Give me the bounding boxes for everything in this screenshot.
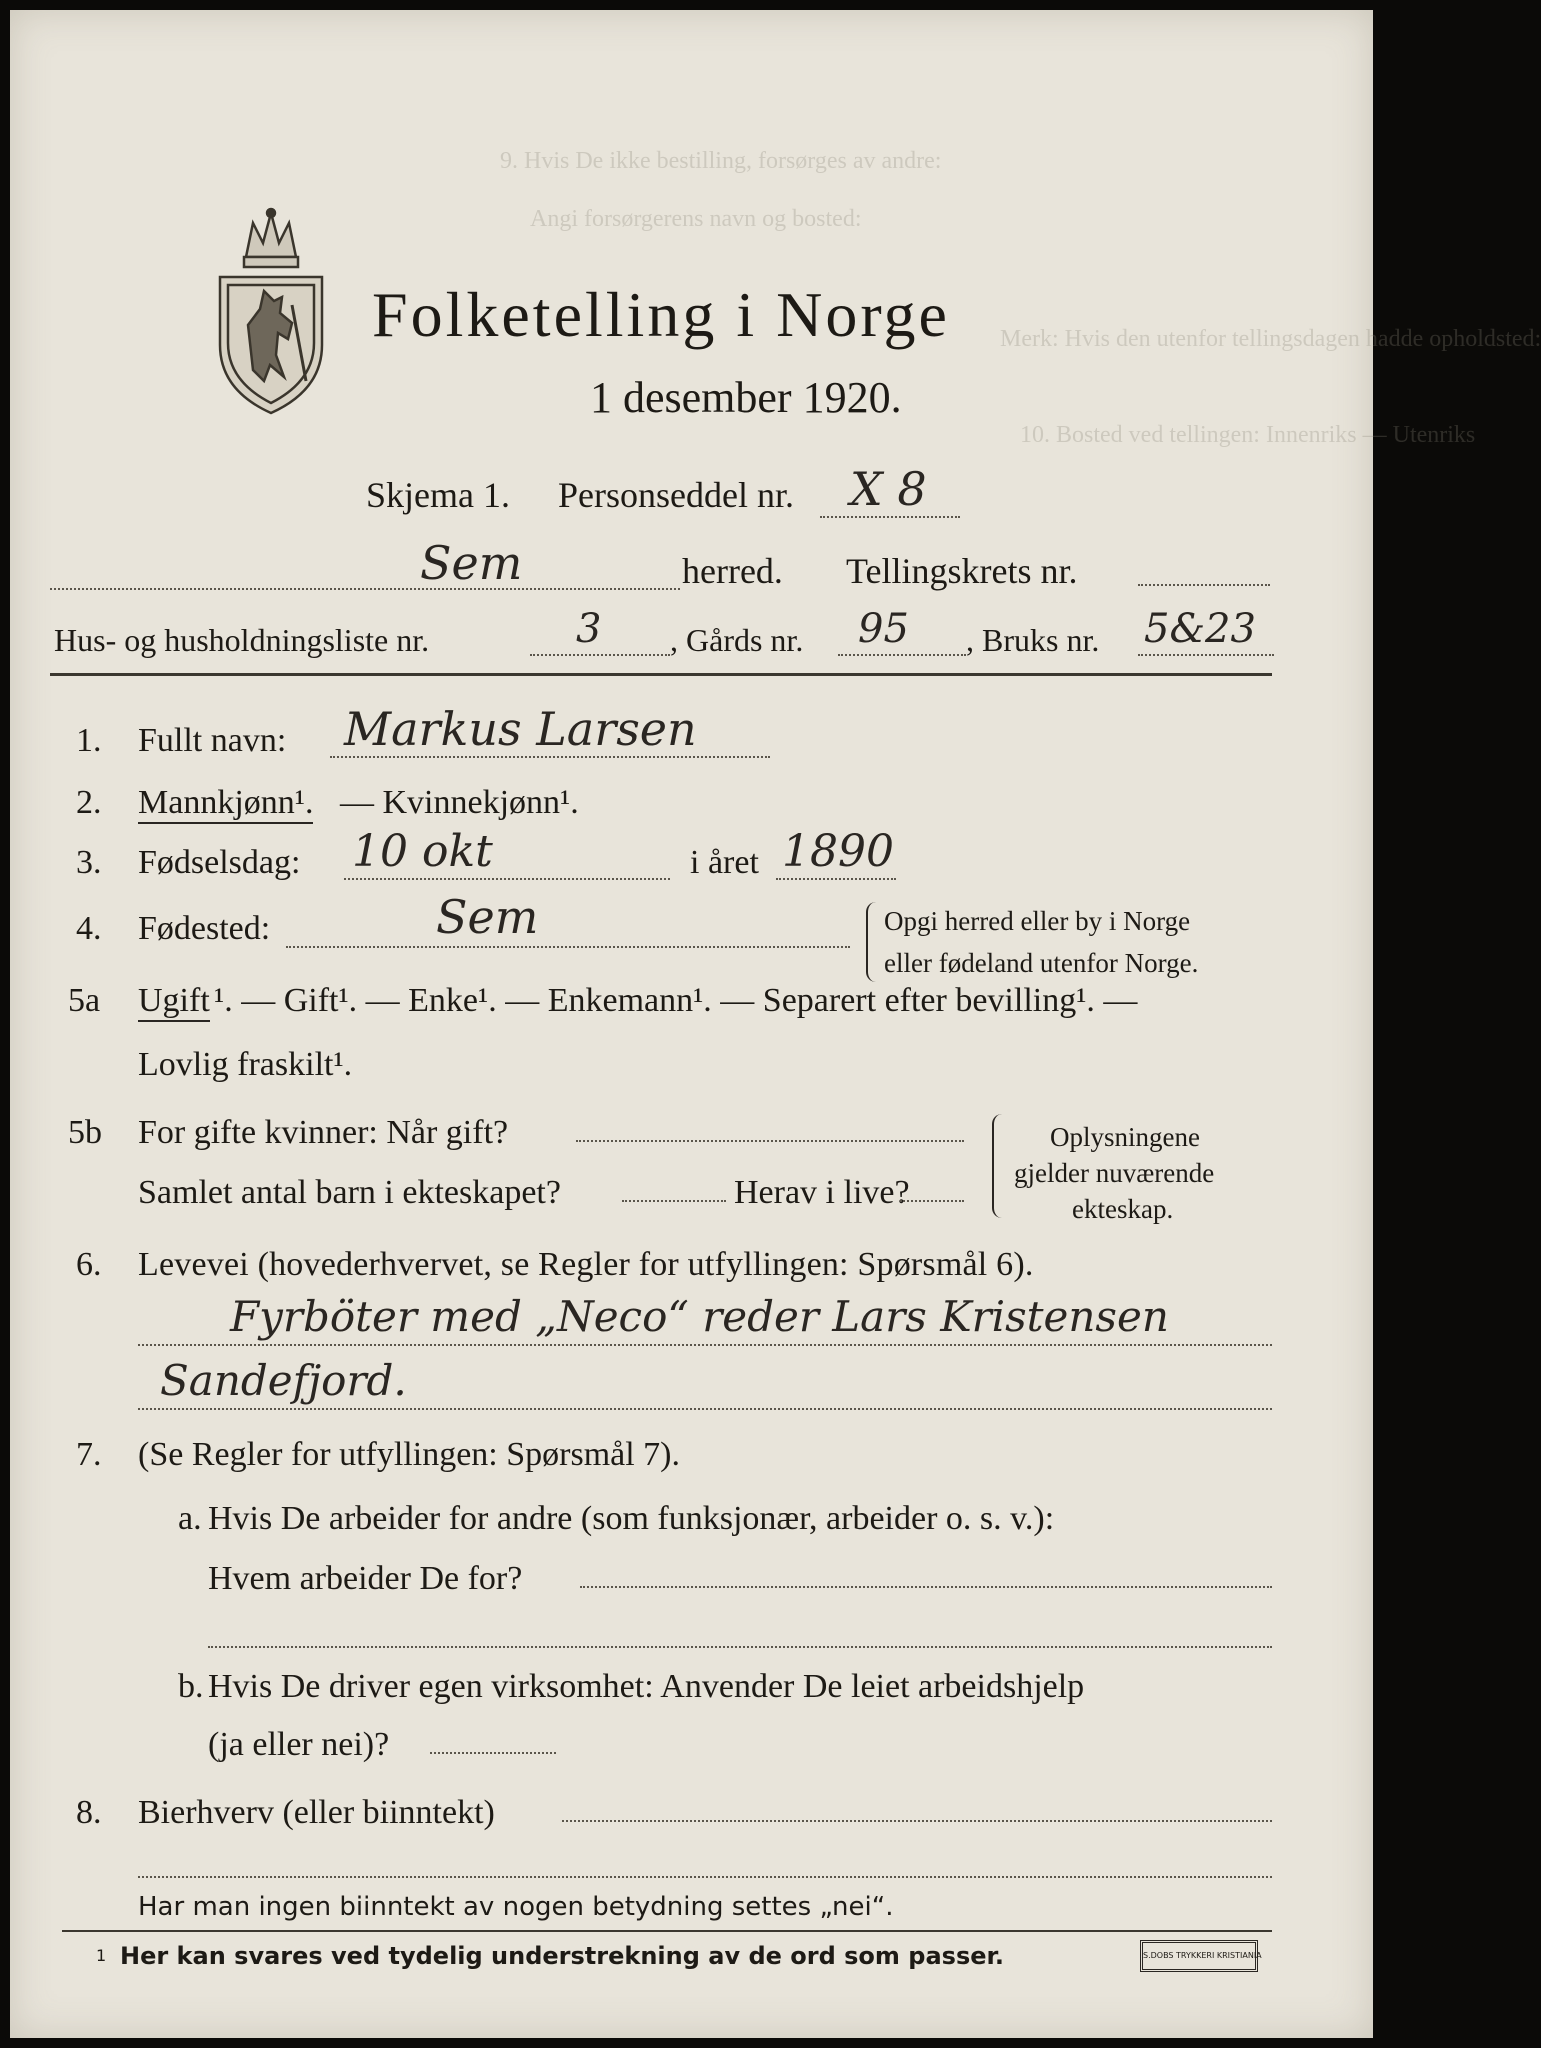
- q5a-number: 5a: [68, 982, 101, 1019]
- q7b-label2: (ja eller nei)?: [208, 1726, 390, 1763]
- q5b-note-line2: gjelder nuværende: [1014, 1158, 1215, 1188]
- herred-field[interactable]: [50, 536, 680, 590]
- q7b-label: Hvis De driver egen virksomhet: Anvender De leiet arbeidshjelp: [208, 1668, 1085, 1705]
- liste-value: 3: [576, 606, 602, 652]
- birthplace-value: Sem: [436, 890, 539, 944]
- herred-value: Sem: [420, 536, 523, 590]
- q3-label: Fødselsdag:: [138, 844, 301, 881]
- q7-number: 7.: [76, 1436, 102, 1473]
- q7b-letter: b.: [178, 1668, 204, 1705]
- q5b-note-line3: ekteskap.: [1072, 1194, 1174, 1224]
- census-form-page: [10, 10, 1541, 2038]
- q6-number: 6.: [76, 1246, 102, 1283]
- q4-note-line2: eller fødeland utenfor Norge.: [884, 948, 1199, 978]
- occupation-line1[interactable]: [138, 1344, 1272, 1346]
- q5a-ugift-option[interactable]: Ugift: [138, 982, 210, 1022]
- q3-year-label: i året: [690, 844, 759, 881]
- q2-number: 2.: [76, 784, 102, 821]
- q5b-number: 5b: [68, 1114, 102, 1151]
- q7-label: (Se Regler for utfyllingen: Spørsmål 7).: [138, 1436, 681, 1473]
- birthplace-field[interactable]: [286, 890, 850, 948]
- printer-stamp: S.DOBS TRYKKERI KRISTIANIA: [1140, 1940, 1258, 1972]
- occupation-value-line1: Fyrböter med „Neco“ reder Lars Kristensen: [230, 1292, 1169, 1341]
- employer-field[interactable]: [580, 1586, 1272, 1588]
- bruks-value: 5&23: [1144, 606, 1256, 652]
- gards-label: , Gårds nr.: [670, 622, 804, 658]
- occupation-value-line2: Sandefjord.: [160, 1356, 407, 1405]
- q5a-other-options[interactable]: ¹. — Gift¹. — Enke¹. — Enkemann¹. — Separert efter bevilling¹. —: [214, 982, 1138, 1019]
- q8-label: Bierhverv (eller biinntekt): [138, 1794, 495, 1831]
- tellingskrets-label: Tellingskrets nr.: [846, 551, 1078, 591]
- q1-label: Fullt navn:: [138, 722, 287, 759]
- q4-note-line1: Opgi herred eller by i Norge: [884, 906, 1191, 936]
- children-alive-field[interactable]: [900, 1200, 964, 1202]
- birthday-field[interactable]: [344, 826, 670, 880]
- ghost-text-4: 10. Bosted ved tellingen: Innenriks — Utenriks: [1020, 422, 1476, 448]
- q6-label: Levevei (hovederhvervet, se Regler for utfyllingen: Spørsmål 6).: [138, 1246, 1034, 1283]
- full-name-field[interactable]: [330, 702, 770, 758]
- norway-coat-of-arms-icon: [208, 205, 334, 420]
- birthday-value: 10 okt: [352, 826, 493, 877]
- liste-label: Hus- og husholdningsliste nr.: [54, 622, 430, 658]
- married-date-field[interactable]: [576, 1140, 964, 1142]
- q3-number: 3.: [76, 844, 102, 881]
- q5b-label1: For gifte kvinner: Når gift?: [138, 1114, 509, 1151]
- gards-field[interactable]: [838, 606, 966, 656]
- herred-label: herred.: [682, 551, 783, 591]
- gards-value: 95: [858, 606, 909, 652]
- q7a-label: Hvis De arbeider for andre (som funksjonær, arbeider o. s. v.):: [208, 1500, 1055, 1537]
- personseddel-value: X 8: [850, 462, 927, 516]
- q5b-label2: Samlet antal barn i ekteskapet?: [138, 1174, 561, 1211]
- q5b-brace: [992, 1114, 1006, 1218]
- ghost-text-1: 9. Hvis De ikke bestilling, forsørges av andre:: [500, 148, 942, 174]
- q4-number: 4.: [76, 910, 102, 947]
- footer-divider: [62, 1930, 1272, 1932]
- footnote-mark: 1: [96, 1946, 107, 1965]
- employer-field-line2[interactable]: [208, 1646, 1272, 1648]
- q7a-label2: Hvem arbeider De for?: [208, 1560, 523, 1597]
- footer-note: Har man ingen biinntekt av nogen betydning settes „nei“.: [138, 1892, 894, 1922]
- q5b-note-line1: Oplysningene: [1050, 1122, 1200, 1152]
- side-income-field[interactable]: [562, 1820, 1272, 1822]
- header-divider: [50, 673, 1272, 676]
- birth-year-field[interactable]: [776, 826, 896, 880]
- side-income-field-line2[interactable]: [138, 1876, 1272, 1878]
- ghost-text-2: Angi forsørgerens navn og bosted:: [530, 206, 862, 232]
- q2-female-option[interactable]: — Kvinnekjønn¹.: [340, 784, 579, 821]
- q5a-line2[interactable]: Lovlig fraskilt¹.: [138, 1046, 353, 1083]
- tellingskrets-field[interactable]: [1138, 584, 1270, 586]
- bruks-field[interactable]: [1138, 606, 1274, 656]
- schema-label: Skjema 1.: [366, 475, 510, 515]
- form-title: Folketelling i Norge: [372, 279, 950, 350]
- birth-year-value: 1890: [782, 826, 894, 877]
- liste-field[interactable]: [530, 606, 670, 656]
- footnote-text: Her kan svares ved tydelig understrekning av de ord som passer.: [120, 1942, 1005, 1970]
- form-date: 1 desember 1920.: [590, 373, 902, 422]
- personseddel-field[interactable]: [820, 462, 960, 518]
- children-count-field[interactable]: [622, 1200, 726, 1202]
- q1-number: 1.: [76, 722, 102, 759]
- full-name-value: Markus Larsen: [344, 702, 697, 756]
- bruks-label: , Bruks nr.: [966, 622, 1100, 658]
- personseddel-label: Personseddel nr.: [558, 475, 794, 515]
- occupation-line2[interactable]: [138, 1408, 1272, 1410]
- q8-number: 8.: [76, 1794, 102, 1831]
- q2-male-option[interactable]: Mannkjønn¹.: [138, 784, 313, 824]
- ghost-text-3: Merk: Hvis den utenfor tellingsdagen hadde opholdsted:: [1000, 326, 1541, 352]
- q4-label: Fødested:: [138, 910, 271, 947]
- q5b-label3: Herav i live?: [734, 1174, 910, 1211]
- q7a-letter: a.: [178, 1500, 202, 1537]
- hired-help-field[interactable]: [430, 1752, 556, 1754]
- q4-brace: [866, 902, 878, 982]
